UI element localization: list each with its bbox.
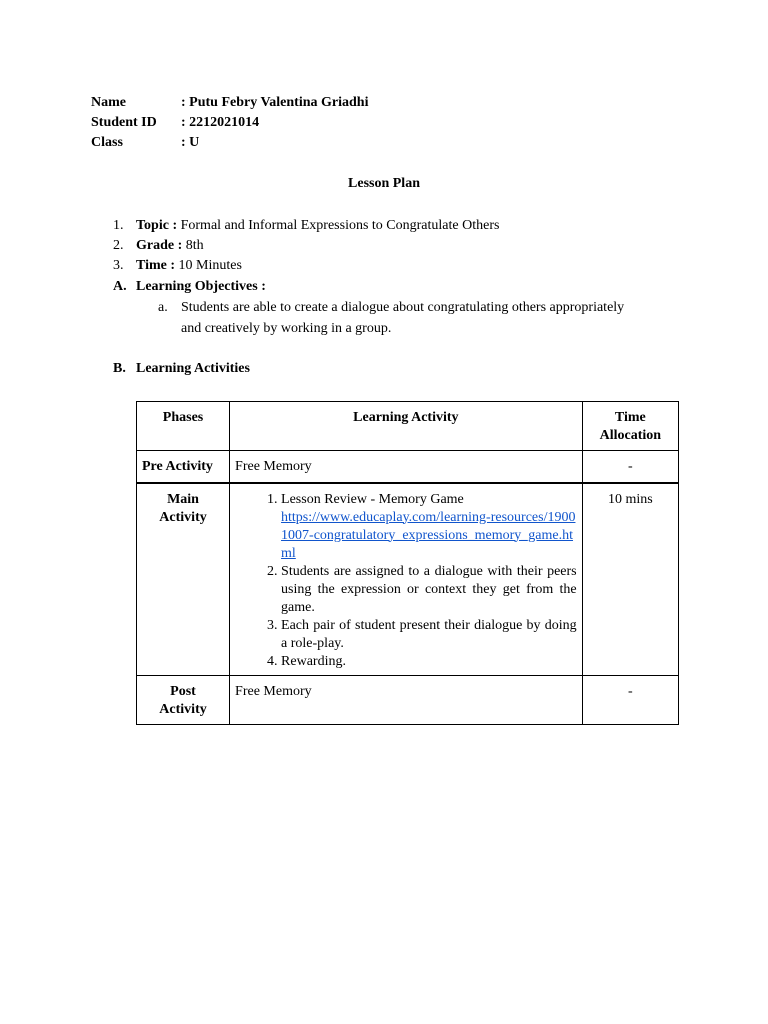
topic-label: Topic : — [136, 218, 178, 233]
phase-line-2: Activity — [159, 509, 207, 525]
objectives-heading: Learning Objectives : — [136, 279, 266, 294]
phase-line-2: Activity — [159, 702, 207, 717]
column-header-activity: Learning Activity — [230, 402, 583, 451]
grade-value: 8th — [185, 238, 204, 253]
list-item: 3. Each pair of student present their dialogue by doing a role-play. — [281, 617, 577, 653]
table-row — [137, 676, 679, 725]
activities-heading: Learning Activities — [136, 361, 250, 376]
item-number: 3. — [113, 258, 124, 273]
phase-line-1: Post — [170, 684, 196, 699]
activity-steps-list — [235, 491, 577, 671]
activity-cell: Free Memory — [230, 451, 583, 483]
objective-line-1: Students are able to create a dialogue about congratulating others appropriately — [181, 300, 625, 315]
name-value: : Putu Febry Valentina Griadhi — [181, 95, 369, 110]
phase-cell — [137, 676, 230, 725]
table-row — [137, 483, 679, 676]
sub-item-letter: a. — [158, 300, 168, 315]
section-letter: B. — [113, 361, 126, 376]
topic-value: Formal and Informal Expressions to Congratulate Others — [180, 218, 500, 233]
list-item — [281, 491, 577, 563]
time-cell: 10 mins — [582, 483, 678, 676]
table-row — [137, 451, 679, 483]
phase-cell: Pre Activity — [137, 451, 230, 483]
item-number: 1. — [113, 218, 124, 233]
page-title: Lesson Plan — [348, 176, 420, 191]
student-id-value: : 2212021014 — [181, 115, 260, 130]
column-header-phases: Phases — [137, 402, 230, 451]
list-item: 4. Rewarding. — [281, 653, 577, 671]
phase-cell — [137, 483, 230, 676]
time-value: 10 Minutes — [178, 258, 242, 273]
item-number: 2. — [113, 238, 124, 253]
class-label: Class — [91, 135, 123, 150]
grade-label: Grade : — [136, 238, 183, 253]
class-value: : U — [181, 135, 200, 150]
column-header-time — [582, 402, 678, 451]
time-header-line-2: Allocation — [599, 428, 662, 443]
name-label: Name — [91, 95, 126, 110]
step-text: Lesson Review - Memory Game — [281, 491, 464, 507]
phase-line-1: Main — [167, 491, 199, 507]
table-header-row — [137, 402, 679, 451]
list-item-grade — [136, 236, 204, 256]
objective-line-2: and creatively by working in a group. — [181, 321, 392, 336]
memory-game-link[interactable]: https://www.educaplay.com/learning-resources/19001007-congratulatory_expressions_memory_game.html — [281, 509, 576, 561]
list-item-topic — [136, 216, 499, 236]
list-item-time — [136, 256, 242, 276]
time-label: Time : — [136, 258, 176, 273]
section-letter: A. — [113, 279, 127, 294]
time-cell: - — [582, 451, 678, 483]
list-item: 2. Students are assigned to a dialogue with their peers using the expression or context they get from the game. — [281, 563, 577, 617]
time-header-line-1: Time — [614, 410, 646, 425]
student-id-label: Student ID — [91, 115, 157, 130]
time-cell: - — [582, 676, 678, 725]
activity-cell — [230, 483, 583, 676]
activity-cell: Free Memory — [230, 676, 583, 725]
learning-activities-table — [136, 401, 679, 725]
